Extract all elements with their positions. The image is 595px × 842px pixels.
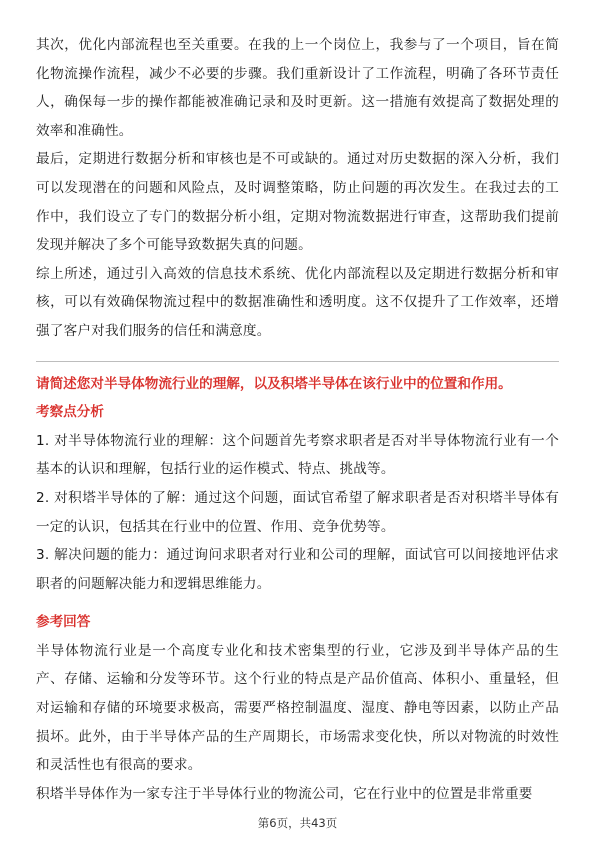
body-paragraph: 其次，优化内部流程也至关重要。在我的上一个岗位上，我参与了一个项目，旨在简化物流操作流程，减少不必要的步骤。我们重新设计了工作流程，明确了各环节责任人，确保每一步的操作都能被准确记录和及时更新。这一措施有效提高了数据处理的效率和准确性。 [36,37,559,139]
document-page [36,31,559,808]
spacer [36,598,559,608]
interview-question: 请简述您对半导体物流行业的理解，以及积塔半导体在该行业中的位置和作用。 [36,375,512,392]
page-number: 第6页，共43页 [257,816,338,830]
body-paragraph: 最后，定期进行数据分析和审核也是不可或缺的。通过对历史数据的深入分析，我们可以发现潜在的问题和风险点，及时调整策略，防止问题的再次发生。在我过去的工作中，我们设立了专门的数据分析小组，定期对物流数据进行审查，这帮助我们提前发现并解决了多个可能导致数据失真的问题。 [36,151,559,254]
analysis-item: 2. 对积塔半导体的了解：通过这个问题，面试官希望了解求职者是否对积塔半导体有一定的认识，包括其在行业中的位置、作用、竞争优势等。 [36,489,559,535]
analysis-item: 1. 对半导体物流行业的理解：这个问题首先考察求职者是否对半导体物流行业有一个基本的认识和理解，包括行业的运作模式、特点、挑战等。 [36,432,559,478]
answer-paragraph: 积塔半导体作为一家专注于半导体行业的物流公司，它在行业中的位置是非常重要 [36,785,533,802]
answer-paragraph: 半导体物流行业是一个高度专业化和技术密集型的行业，它涉及到半导体产品的生产、存储、运输和分发等环节。这个行业的特点是产品价值高、体积小、重量轻，但对运输和存储的环境要求极高，需要严格控制温度、湿度、静电等因素，以防止产品损坏。此外，由于半导体产品的生产周期长，市场需求变化快，所以对物流的时效性和灵活性也有很高的要求。 [36,642,559,774]
analysis-item: 3. 解决问题的能力：通过询问求职者对行业和公司的理解，面试官可以间接地评估求职者的问题解决能力和逻辑思维能力。 [36,547,559,592]
answer-heading: 参考回答 [36,614,91,631]
section-divider [36,361,559,362]
body-paragraph: 综上所述，通过引入高效的信息技术系统、优化内部流程以及定期进行数据分析和审核，可以有效确保物流过程中的数据准确性和透明度。这不仅提升了工作效率，还增强了客户对我们服务的信任和满意度。 [36,265,559,339]
analysis-heading: 考察点分析 [36,404,104,421]
